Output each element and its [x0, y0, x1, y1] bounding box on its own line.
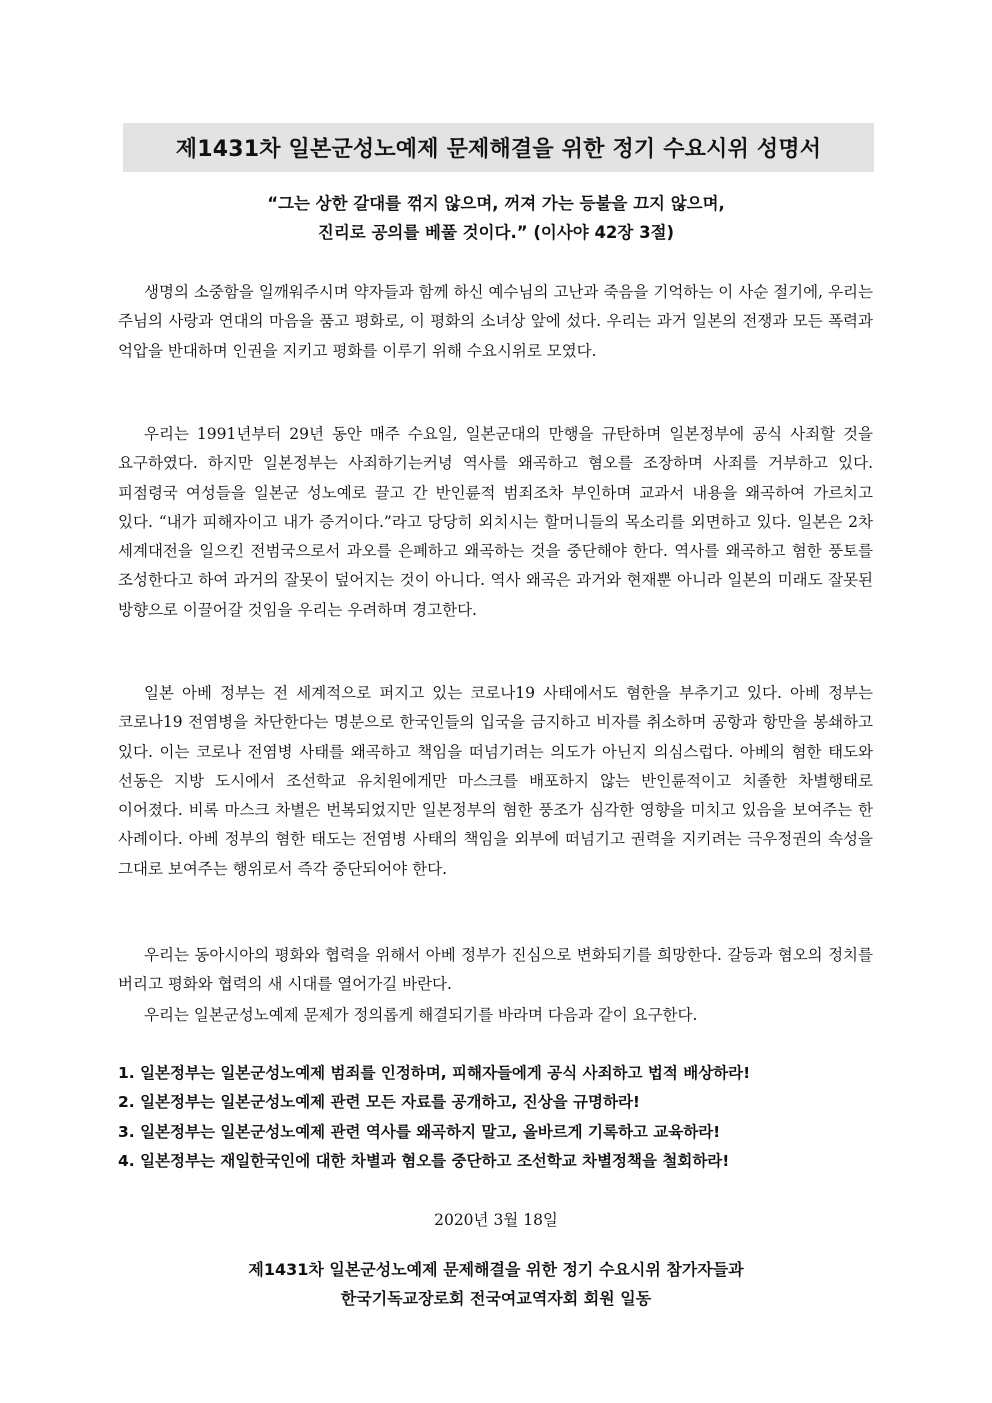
signature-line-1: 제1431차 일본군성노예제 문제해결을 위한 정기 수요시위 참가자들과: [248, 1260, 744, 1279]
demand-item-1: 1. 일본정부는 일본군성노예제 범죄를 인정하며, 피해자들에게 공식 사죄하고 법적 배상하라!: [118, 1064, 751, 1082]
signature-block: [0, 1255, 992, 1313]
quote-line-1: “그는 상한 갈대를 꺾지 않으며, 꺼져 가는 등불을 끄지 않으며,: [267, 194, 725, 213]
title-banner: [123, 123, 874, 172]
demand-item-4: 4. 일본정부는 재일한국인에 대한 차별과 혐오를 중단하고 조선학교 차별정책을 철회하라!: [118, 1151, 730, 1170]
demand-item-3: 3. 일본정부는 일본군성노예제 관련 역사를 왜곡하지 말고, 올바르게 기록하고 교육하라!: [118, 1122, 721, 1141]
statement-date: 2020년 3월 18일: [434, 1211, 558, 1229]
paragraph-1: 생명의 소중함을 일깨워주시며 약자들과 함께 하신 예수님의 고난과 죽음을 기억하는 이 사순 절기에, 우리는 주님의 사랑과 연대의 마음을 품고 평화로, 이 평화의 소녀상 앞에 섰다. 우리는 과거 일본의 전쟁과 모든 폭력과 억압을 반대하며 인권을 지키고 평화를 이루기 위해 수요시위로 모였다.: [118, 283, 873, 360]
paragraph-3: 일본 아베 정부는 전 세계적으로 퍼지고 있는 코로나19 사태에서도 혐한을 부추기고 있다. 아베 정부는 코로나19 전염병을 차단한다는 명분으로 한국인들의 입국을 금지하고 비자를 취소하며 공항과 항만을 봉쇄하고 있다. 이는 코로나 전염병 사태를 왜곡하고 책임을 떠넘기려는 의도가 아닌지 의심스럽다. 아베의 혐한 태도와 선동은 지방 도시에서 조선학교 유치원에게만 마스크를 배포하지 않는 반인륜적이고 치졸한 차별행태로 이어졌다. 비록 마스크 차별은 번복되었지만 일본정부의 혐한 풍조가 심각한 영향을 미치고 있음을 보여주는 한 사례이다. 아베 정부의 혐한 태도는 전염병 사태의 책임을 외부에 떠넘기고 권력을 지키려는 극우정권의 속성을 그대로 보여주는 행위로서 즉각 중단되어야 한다.: [118, 684, 873, 878]
quote-line-2: 진리로 공의를 베풀 것이다.” (이사야 42장 3절): [317, 223, 675, 242]
paragraph-2: 우리는 1991년부터 29년 동안 매주 수요일, 일본군대의 만행을 규탄하며 일본정부에 공식 사죄할 것을 요구하였다. 하지만 일본정부는 사죄하기는커녕 역사를 왜곡하고 혐오를 조장하며 사죄를 거부하고 있다. 피점령국 여성들을 일본군 성노예로 끌고 간 반인륜적 범죄조차 부인하며 교과서 내용을 왜곡하여 가르치고 있다. “내가 피해자이고 내가 증거이다.”라고 당당히 외치시는 할머니들의 목소리를 외면하고 있다. 일본은 2차 세계대전을 일으킨 전범국으로서 과오를 은폐하고 왜곡하는 것을 중단해야 한다. 역사를 왜곡하고 혐한 풍토를 조성한다고 하여 과거의 잘못이 덮어지는 것이 아니다. 역사 왜곡은 과거와 현재뿐 아니라 일본의 미래도 잘못된 방향으로 이끌어갈 것임을 우리는 우려하며 경고한다.: [118, 425, 873, 619]
paragraph-5: 우리는 일본군성노예제 문제가 정의롭게 해결되기를 바라며 다음과 같이 요구한다.: [144, 1006, 698, 1024]
document-title: 제1431차 일본군성노예제 문제해결을 위한 정기 수요시위 성명서: [175, 137, 822, 162]
scripture-quote: [120, 189, 872, 247]
signature-line-2: 한국기독교장로회 전국여교역자회 회원 일동: [340, 1289, 652, 1308]
paragraph-4: 우리는 동아시아의 평화와 협력을 위해서 아베 정부가 진심으로 변화되기를 희망한다. 갈등과 혐오의 정치를 버리고 평화와 협력의 새 시대를 열어가길 바란다.: [118, 946, 873, 994]
demand-item-2: 2. 일본정부는 일본군성노예제 관련 모든 자료를 공개하고, 진상을 규명하라!: [118, 1093, 640, 1112]
demands-list: [118, 1059, 878, 1176]
